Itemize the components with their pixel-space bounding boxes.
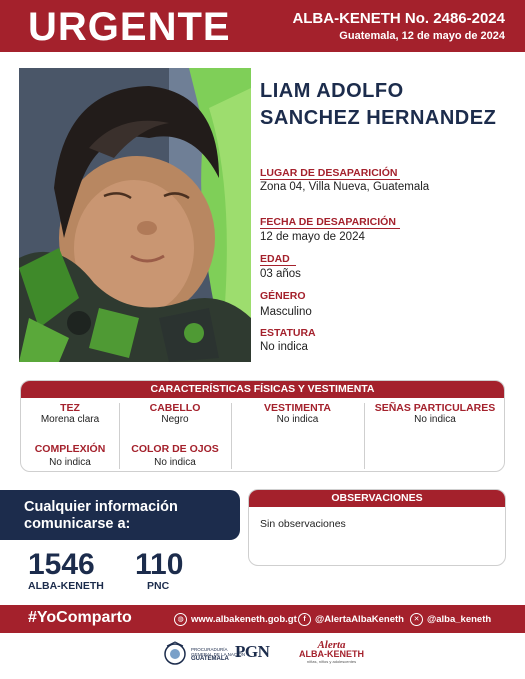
- characteristics-title: CARACTERÍSTICAS FÍSICAS Y VESTIMENTA: [21, 381, 504, 398]
- logo3-alerta: Alerta: [317, 639, 346, 651]
- tez-label: TEZ: [60, 402, 80, 414]
- alert-location-date: Guatemala, 12 de mayo de 2024: [339, 30, 505, 42]
- vestimenta-value: No indica: [276, 414, 319, 425]
- website-link[interactable]: [174, 605, 297, 633]
- child-photo: [19, 68, 251, 362]
- gender-value: Masculino: [260, 306, 312, 318]
- contact-text: [24, 499, 178, 533]
- hashtag: #YoComparto: [28, 609, 132, 626]
- age-label: EDAD: [260, 253, 290, 265]
- header-bar: [0, 0, 525, 52]
- tez-value: Morena clara: [40, 414, 100, 425]
- child-photo-image: [19, 68, 251, 362]
- observations-box: [248, 489, 506, 566]
- logo1-line2: GUATEMALA: [191, 655, 229, 662]
- age-value: 03 años: [260, 268, 301, 280]
- eye-color-value: No indica: [154, 457, 196, 468]
- facebook-text: @AlertaAlbaKeneth: [315, 613, 404, 625]
- x-icon: ✕: [410, 613, 423, 626]
- pgn-logo: PGN: [235, 642, 270, 661]
- contact-banner: [0, 490, 240, 540]
- footer-bar: [0, 605, 525, 633]
- date-value: 12 de mayo de 2024: [260, 231, 365, 243]
- name-line-1: LIAM ADOLFO: [260, 80, 404, 102]
- place-value: Zona 04, Villa Nueva, Guatemala: [260, 181, 430, 193]
- alert-number: ALBA-KENETH No. 2486-2024: [292, 10, 505, 27]
- eye-color-label: COLOR DE OJOS: [131, 443, 219, 455]
- coat-of-arms-icon: [163, 640, 187, 668]
- cabello-value: Negro: [161, 414, 189, 425]
- website-text: www.albakeneth.gob.gt: [191, 613, 297, 625]
- twitter-link[interactable]: [410, 605, 491, 633]
- logos-row: [0, 638, 525, 674]
- name-line-2: SANCHEZ HERNANDEZ: [260, 107, 497, 129]
- height-label: ESTATURA: [260, 327, 316, 339]
- height-value: No indica: [260, 341, 308, 353]
- senas-label: SEÑAS PARTICULARES: [374, 402, 496, 414]
- place-label: LUGAR DE DESAPARICIÓN: [260, 167, 398, 179]
- phone-number-alba[interactable]: 1546: [28, 548, 95, 581]
- facebook-link[interactable]: [298, 605, 404, 633]
- complexion-value: No indica: [49, 457, 91, 468]
- contact-line-2: comunicarse a:: [24, 516, 131, 532]
- date-underline: [260, 228, 400, 229]
- place-underline: [260, 179, 400, 180]
- vestimenta-label: VESTIMENTA: [264, 402, 331, 414]
- cabello-label: CABELLO: [149, 402, 201, 414]
- age-underline: [260, 265, 296, 266]
- observations-value: Sin observaciones: [260, 518, 346, 530]
- contact-line-1: Cualquier información: [24, 499, 178, 515]
- person-name: [260, 78, 522, 132]
- phone-label-pnc: PNC: [147, 580, 170, 592]
- globe-icon: ◍: [174, 613, 187, 626]
- date-label: FECHA DE DESAPARICIÓN: [260, 216, 396, 228]
- gender-label: GÉNERO: [260, 290, 306, 302]
- logo1-line1: PROCURADURÍA GENERAL DE LA NACIÓN: [191, 646, 246, 657]
- characteristics-box: [20, 380, 505, 472]
- alba-keneth-logo: [299, 639, 364, 664]
- logo3-sub: niñas, niños y adolescentes: [306, 659, 357, 664]
- phone-label-alba: ALBA-KENETH: [28, 580, 104, 592]
- twitter-text: @alba_keneth: [427, 613, 492, 625]
- urgent-title: URGENTE: [28, 5, 231, 49]
- logo3-name: ALBA-KENETH: [299, 649, 364, 659]
- phone-number-pnc[interactable]: 110: [135, 548, 184, 581]
- facebook-icon: f: [298, 613, 311, 626]
- observations-title: OBSERVACIONES: [249, 490, 505, 507]
- complexion-label: COMPLEXIÓN: [34, 443, 106, 455]
- senas-value: No indica: [414, 414, 456, 425]
